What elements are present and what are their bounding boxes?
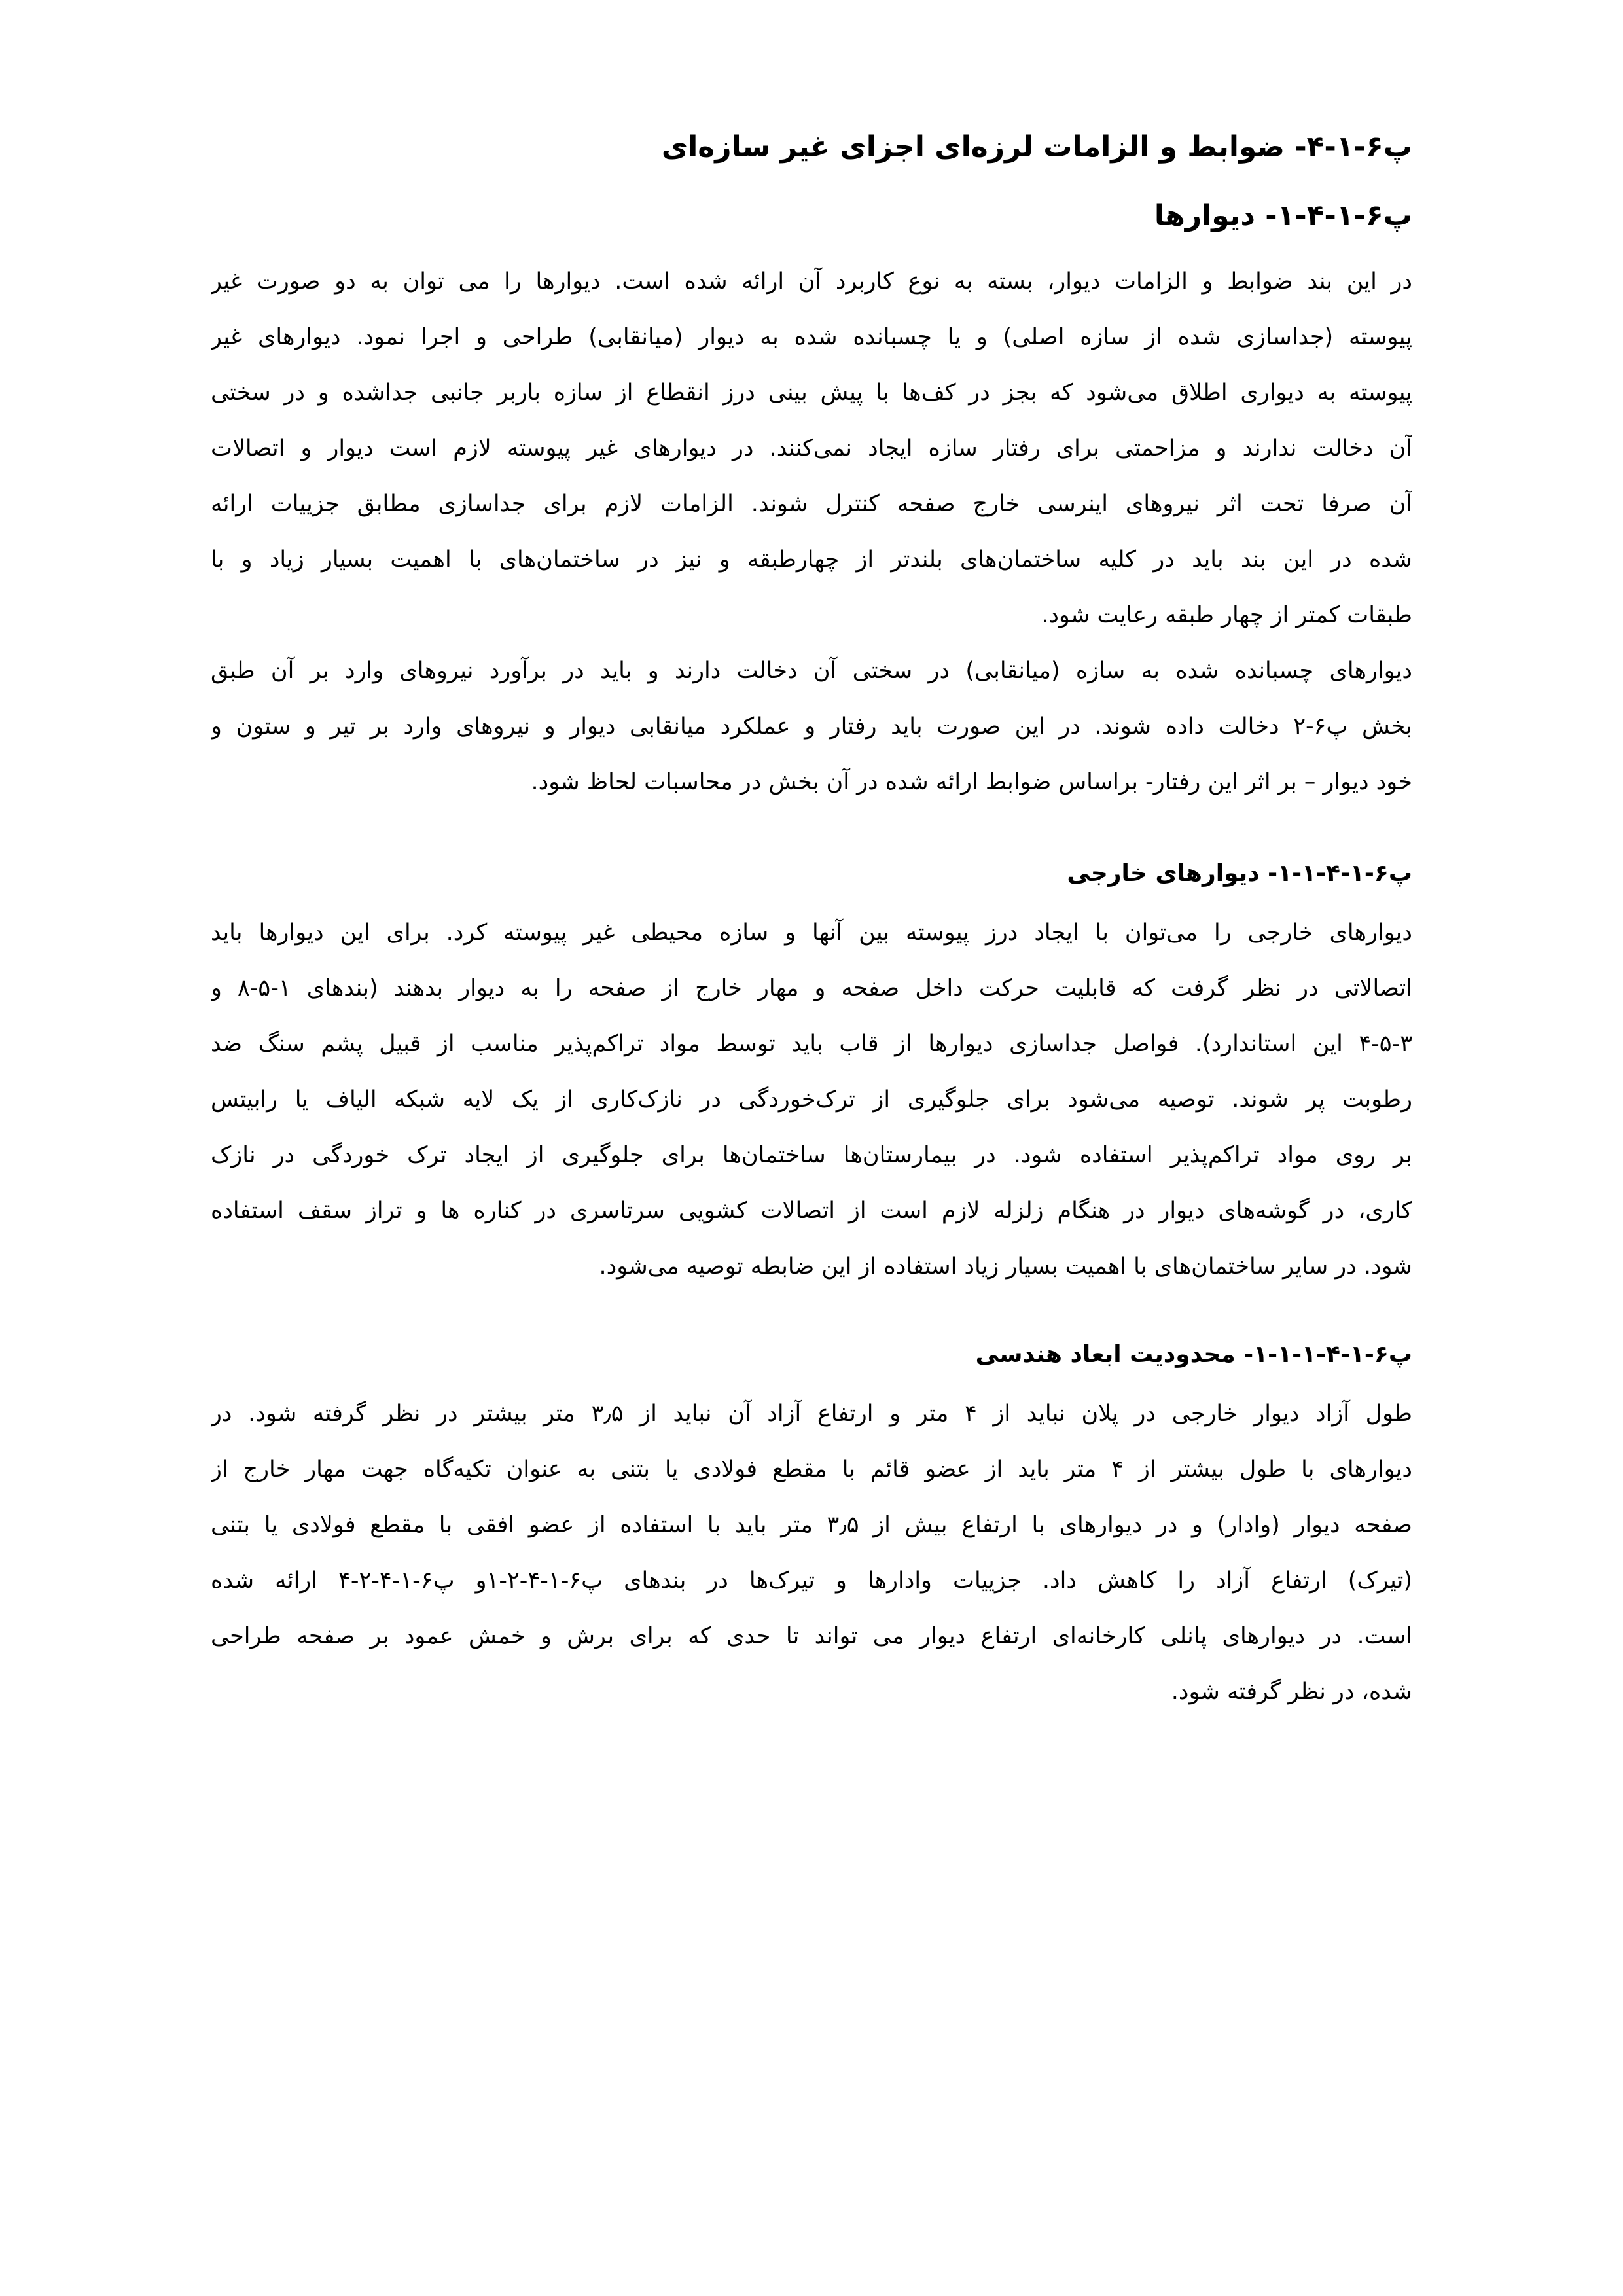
subsection-heading-exterior-walls: پ۶-۱-۴-۱-۱- دیوارهای خارجی xyxy=(1067,860,1412,887)
text-line: بر روی مواد تراکم‌پذیر استفاده شود. در بیمارستان‌ها ساختمان‌ها برای جلوگیری از ایجاد ترک خوردگی در نازک xyxy=(211,1142,1412,1168)
text-line: دیوارهای با طول بیشتر از ۴ متر باید از عضو قائم با مقطع فولادی یا بتنی به عنوان تکیه‌گاه جهت مهار خارج از xyxy=(211,1456,1412,1482)
text-line: صفحه دیوار (وادار) و در دیوارهای با ارتفاع بیش از ۳٫۵ متر باید با استفاده از عضو افقی با مقطع فولادی یا بتنی xyxy=(211,1512,1412,1538)
subsection-heading-walls: پ۶-۱-۴-۱- دیوارها xyxy=(1154,199,1412,232)
text-line: طبقات کمتر از چهار طبقه رعایت شود. xyxy=(1041,602,1412,628)
text-line: در این بند ضوابط و الزامات دیوار، بسته به نوع کاربرد آن ارائه شده است. دیوارها را می توان به دو صورت غیر xyxy=(211,268,1412,295)
text-line: آن دخالت ندارند و مزاحمتی برای رفتار سازه ایجاد نمی‌کنند. در دیوارهای غیر پیوسته لازم است دیوار و اتصالات xyxy=(211,435,1412,461)
text-line: دیوارهای چسبانده شده به سازه (میانقابی) در سختی آن دخالت دارند و باید در برآورد نیروهای وارد بر آن طبق xyxy=(211,658,1412,684)
text-line: کاری، در گوشه‌های دیوار در هنگام زلزله لازم است از اتصالات کشویی سرتاسری در کناره ها و تراز سقف استفاده xyxy=(211,1198,1412,1224)
text-line: (تیرک) ارتفاع آزاد را کاهش داد. جزییات وادارها و تیرک‌ها در بندهای پ۶-۱-۴-۲-۱و پ۶-۱-۴-۲-۴ ارائه شده xyxy=(211,1568,1412,1594)
text-line: خود دیوار – بر اثر این رفتار- براساس ضوابط ارائه شده در آن بخش در محاسبات لحاظ شود. xyxy=(531,769,1412,795)
text-line: دیوارهای خارجی را می‌توان با ایجاد درز پیوسته بین آنها و سازه محیطی غیر پیوسته کرد. برای این دیوارها باید xyxy=(211,920,1412,946)
text-line: پیوسته به دیواری اطلاق می‌شود که بجز در کف‌ها با پیش بینی درز انقطاع از سازه باربر جانبی جداشده و در سختی xyxy=(211,380,1412,406)
text-line: اتصالاتی در نظر گرفت که قابلیت حرکت داخل صفحه و مهار خارج از صفحه را به دیوار بدهند (بندهای ۱-۵-۸ و xyxy=(211,975,1412,1001)
text-line: شده، در نظر گرفته شود. xyxy=(1171,1679,1412,1705)
text-line: بخش پ۶-۲ دخالت داده شوند. در این صورت باید رفتار و عملکرد میانقابی دیوار و نیروهای وارد بر تیر و ستون و xyxy=(211,713,1412,740)
section-heading: پ۶-۱-۴- ضوابط و الزامات لرزه‌ای اجزای غیر سازه‌ای xyxy=(661,130,1412,164)
subsection-heading-geometric-limits: پ۶-۱-۴-۱-۱-۱- محدودیت ابعاد هندسی xyxy=(975,1341,1412,1368)
text-line: پیوسته (جداسازی شده از سازه اصلی) و یا چسبانده شده به دیوار (میانقابی) طراحی و اجرا نمود. دیوارهای غیر xyxy=(211,324,1412,350)
text-line: آن صرفا تحت اثر نیروهای اینرسی خارج صفحه کنترل شوند. الزامات لازم برای جداسازی مطابق جزییات ارائه xyxy=(211,491,1412,517)
text-line: است. در دیوارهای پانلی کارخانه‌ای ارتفاع دیوار می تواند تا حدی که برای برش و خمش عمود بر صفحه طراحی xyxy=(211,1623,1412,1649)
text-line: شود. در سایر ساختمان‌های با اهمیت بسیار زیاد استفاده از این ضابطه توصیه می‌شود. xyxy=(599,1253,1412,1280)
text-line: رطوبت پر شوند. توصیه می‌شود برای جلوگیری از ترک‌خوردگی در نازک‌کاری از یک لایه شبکه الیاف یا رابیتس xyxy=(211,1086,1412,1113)
text-line: طول آزاد دیوار خارجی در پلان نباید از ۴ متر و ارتفاع آزاد آن نباید از ۳٫۵ متر بیشتر در نظر گرفته شود. در xyxy=(211,1401,1412,1427)
text-line: ۴-۵-۳ این استاندارد). فواصل جداسازی دیوارها از قاب باید توسط مواد تراکم‌پذیر مناسب از قبیل پشم سنگ ضد xyxy=(211,1031,1412,1057)
text-line: شده در این بند باید در کلیه ساختمان‌های بلندتر از چهارطبقه و نیز در ساختمان‌های با اهمیت بسیار زیاد و با xyxy=(211,547,1412,573)
